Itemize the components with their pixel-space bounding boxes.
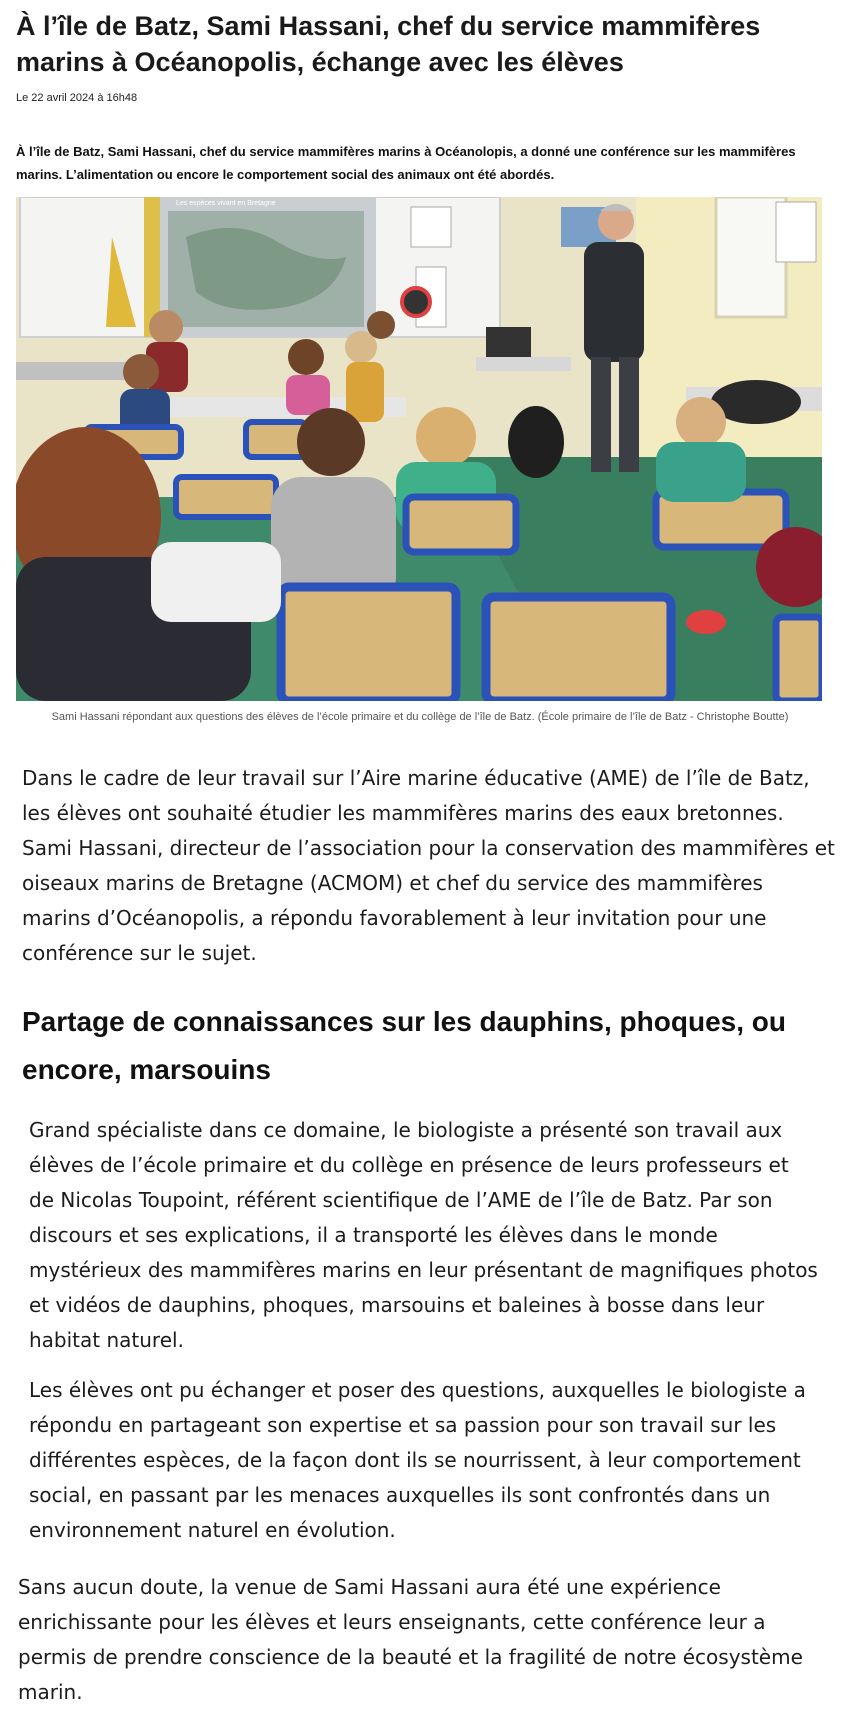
student [346,362,384,422]
student-head [676,397,726,447]
poster [776,202,816,262]
paragraph-2: Grand spécialiste dans ce domaine, le biologiste a présenté son travail aux élèves de l’école primaire et du collège en présence de leurs professeurs et de Nicolas Toupoint, référent scientifique de l’AME de l’île de Batz. Par son discours et ses explications, il a transporté les élèves dans le monde mystérieux des mammifères marins en leur présentant de magnifiques photos et vidéos de dauphins, phoques, marsouins et baleines à bosse dans leur habitat naturel. [29,1118,818,1352]
teacher-body [584,242,644,362]
chair [776,617,822,701]
paragraph-3: Les élèves ont pu échanger et poser des questions, auxquelles le biologiste a répondu en partageant son expertise et sa passion pour son travail sur les différentes espèces, de la façon dont ils se nourrissent, à leur comportement social, en passant par les menaces auxquelles ils sont confrontés dans un environnement naturel en évolution. [29,1378,806,1542]
student-head [288,339,324,375]
desk [476,357,571,371]
poster [411,207,451,247]
paragraph-4: Sans aucun doute, la venue de Sami Hassani aura été une expérience enrichissante pour les élèves et leurs enseignants, cette conférence leur a permis de prendre conscience de la beauté et la fragilité de notre écosystème marin. [18,1575,803,1704]
article-lead: À l’île de Batz, Sami Hassani, chef du service mammifères marins à Océanolopis, a donné une conférence sur les mammifères marins. L’alimentation ou encore le comportement social des animaux ont été abordés. [16,144,796,182]
classroom-illustration [16,197,822,701]
chair [281,587,456,701]
backpack [508,406,564,478]
projected-title: Les espèces vivant en Bretagne [176,200,276,207]
student-head [123,354,159,390]
laptop [486,327,531,357]
shoe [686,610,726,634]
chair [246,422,306,457]
publication-date: Le 22 avril 2024 à 16h48 [16,92,138,104]
article-title: À l’île de Batz, Sami Hassani, chef du service mammifères marins à Océanopolis, échange avec les élèves [16,11,761,77]
article-photo [16,197,822,701]
student-head [149,310,183,344]
photo-caption: Sami Hassani répondant aux questions des élèves de l’école primaire et du collège de l’île de Batz. (École primaire de l’île de Batz - Christophe Boutte) [51,711,789,723]
teacher-leg [619,357,639,472]
student-head [297,408,365,476]
section-heading: Partage de connaissances sur les dauphins, phoques, ou encore, marsouins [22,1006,786,1085]
desk [16,362,136,380]
student-head [416,407,476,467]
chair [176,477,276,517]
paragraph-1: Dans le cadre de leur travail sur l’Aire marine éducative (AME) de l’île de Batz, les élèves ont souhaité étudier les mammifères marins des eaux bretonnes. Sami Hassani, directeur de l’association pour la conservation des mammifères et oiseaux marins de Bretagne (ACMOM) et chef du service des mammifères marins d’Océanopolis, a répondu favorablement à leur invitation pour une conférence sur le sujet. [22,766,835,965]
student [656,442,746,502]
student-sleeve [151,542,281,622]
student-head [367,311,395,339]
chair [486,597,671,701]
teacher-leg [591,357,611,472]
wall-chart [402,288,430,316]
chair [406,497,516,552]
